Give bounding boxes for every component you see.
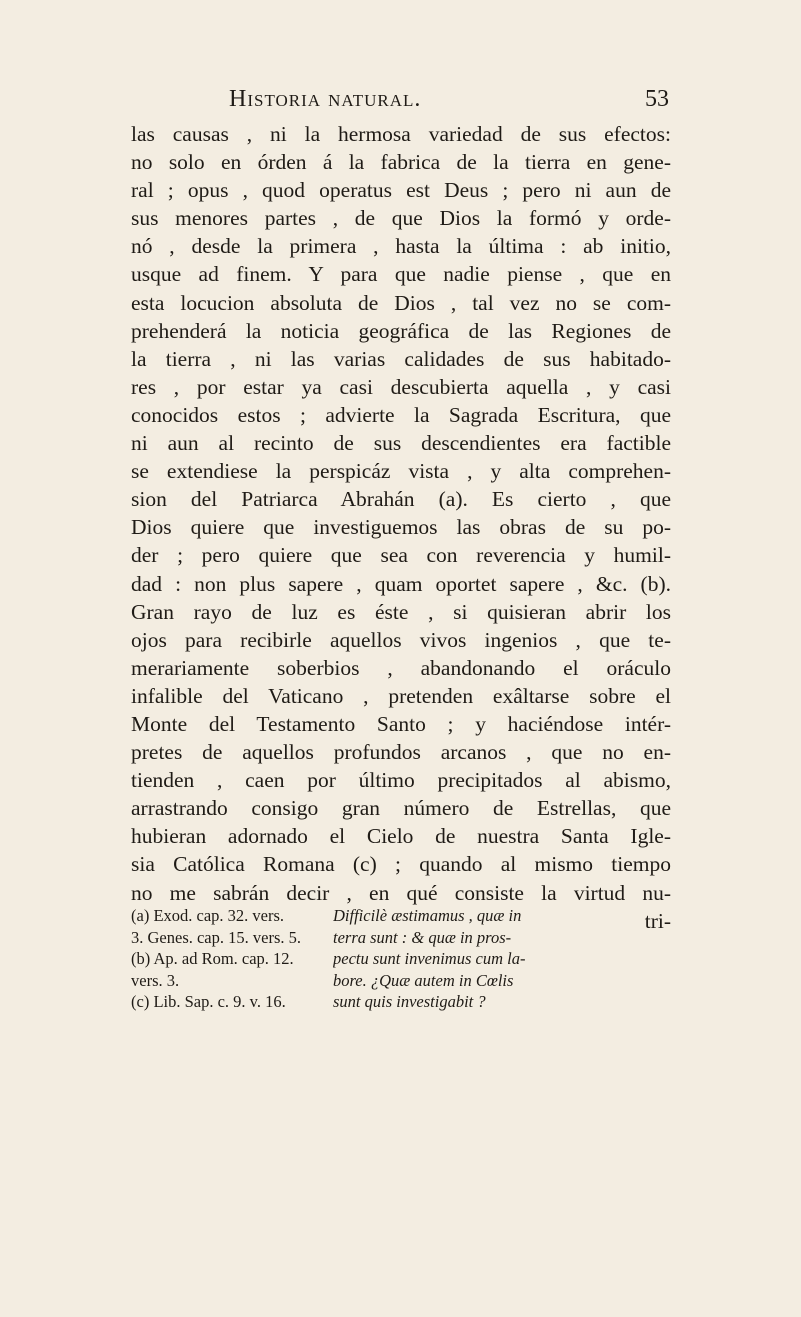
text-line: usque ad finem. Y para que nadie piense , que en: [131, 262, 671, 287]
text-line: arrastrando consigo gran número de Estrellas, que: [131, 796, 671, 821]
footnote-references: [131, 905, 321, 1013]
text-line: infalible del Vaticano , pretenden exâltarse sobre el: [131, 683, 671, 708]
footnote-line: sunt quis investigabit ?: [333, 992, 486, 1012]
main-text: [131, 120, 671, 935]
footnote-line: terra sunt : & quæ in pros-: [333, 927, 512, 947]
footnote-line: vers. 3.: [131, 970, 180, 990]
text-line: prehenderá la noticia geográfica de las Regiones de: [131, 318, 671, 343]
catchword: tri-: [644, 908, 671, 933]
footnote-line: bore. ¿Quæ autem in Cœlis: [333, 970, 514, 990]
text-line: nó , desde la primera , hasta la última : ab initio,: [131, 234, 671, 259]
footnotes: [131, 905, 671, 1013]
footnote-line: pectu sunt invenimus cum la-: [333, 949, 526, 969]
footnote-line: 3. Genes. cap. 15. vers. 5.: [131, 927, 301, 947]
text-line: Dios quiere que investiguemos las obras de su po-: [131, 515, 671, 540]
text-line: no me sabrán decir , en qué consiste la virtud nu-: [131, 880, 671, 905]
text-line: no solo en órden á la fabrica de la tierra en gene-: [131, 150, 671, 175]
text-line: merariamente soberbios , abandonando el oráculo: [131, 655, 671, 680]
text-line: ni aun al recinto de sus descendientes era factible: [131, 431, 671, 456]
text-line: ral ; opus , quod operatus est Deus ; pero ni aun de: [131, 178, 671, 203]
page-number: 53: [645, 86, 669, 112]
running-head: Historia natural.: [229, 86, 422, 112]
text-line: pretes de aquellos profundos arcanos , que no en-: [131, 740, 671, 765]
footnote-line: (a) Exod. cap. 32. vers.: [131, 906, 285, 925]
footnote-line: Difficilè æstimamus , quæ in: [333, 906, 522, 925]
text-line: las causas , ni la hermosa variedad de sus efectos:: [131, 122, 671, 146]
text-line: Monte del Testamento Santo ; y haciéndose intér-: [131, 711, 671, 736]
text-line: sia Católica Romana (c) ; quando al mismo tiempo: [131, 852, 671, 877]
footnote-quotation: [333, 905, 671, 1013]
text-line: tienden , caen por último precipitados al abismo,: [131, 768, 671, 793]
text-line: sus menores partes , de que Dios la formó y orde-: [131, 206, 671, 231]
footnote-line: (c) Lib. Sap. c. 9. v. 16.: [131, 992, 286, 1012]
text-line: ojos para recibirle aquellos vivos ingenios , que te-: [131, 627, 671, 652]
text-line: Gran rayo de luz es éste , si quisieran abrir los: [131, 599, 671, 624]
text-line: dad : non plus sapere , quam oportet sapere , &c. (b).: [131, 571, 671, 596]
text-line: esta locucion absoluta de Dios , tal vez no se com-: [131, 290, 671, 315]
text-line: la tierra , ni las varias calidades de sus habitado-: [131, 346, 671, 371]
text-line: se extendiese la perspicáz vista , y alta comprehen-: [131, 459, 671, 484]
text-line: sion del Patriarca Abrahán (a). Es cierto , que: [131, 487, 671, 512]
text-line: conocidos estos ; advierte la Sagrada Escritura, que: [131, 402, 671, 427]
footnote-line: (b) Ap. ad Rom. cap. 12.: [131, 949, 294, 969]
text-line: hubieran adornado el Cielo de nuestra Santa Igle-: [131, 824, 671, 849]
text-line: res , por estar ya casi descubierta aquella , y casi: [131, 374, 671, 399]
text-line: der ; pero quiere que sea con reverencia y humil-: [131, 543, 671, 568]
page-header: [131, 86, 669, 116]
